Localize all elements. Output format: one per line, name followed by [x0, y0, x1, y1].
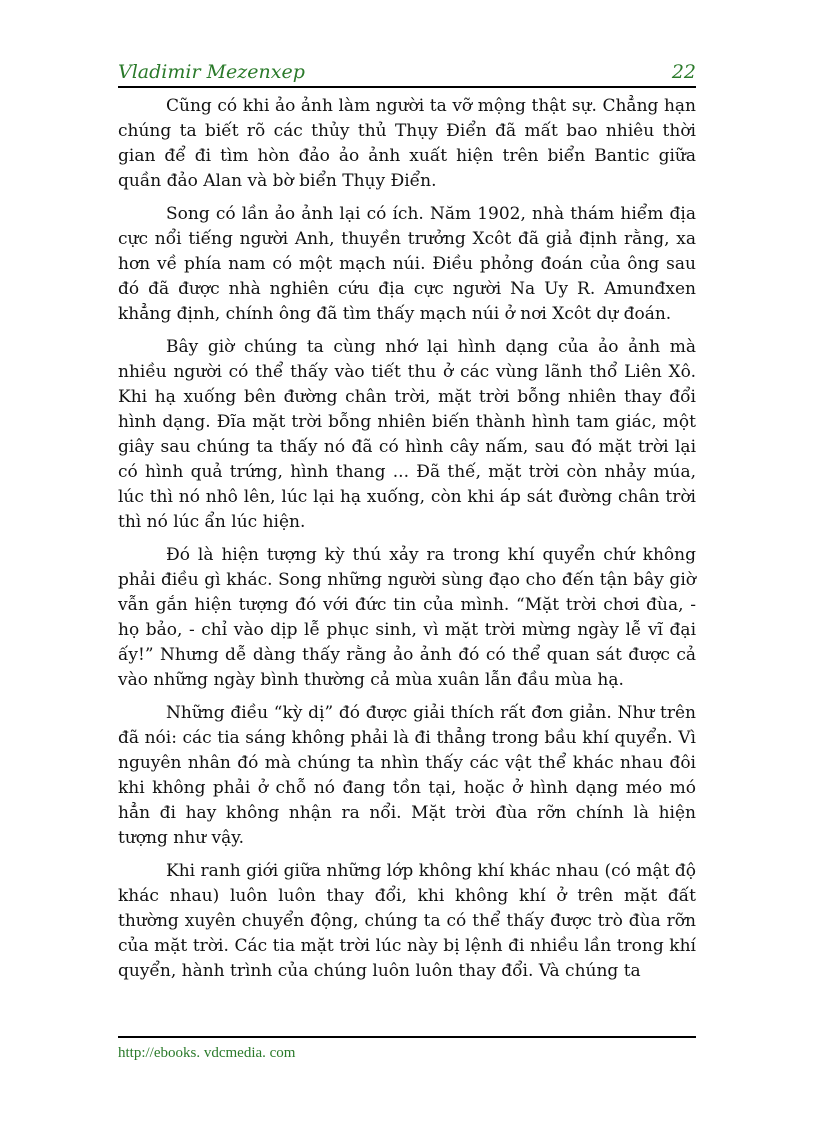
footer-divider — [118, 1036, 696, 1038]
paragraph: Song có lần ảo ảnh lại có ích. Năm 1902, nhà thám hiểm địa cực nổi tiếng người Anh, thuyền trưởng Xcôt đã giả định rằng, xa hơn về phía nam có một mạch núi. Điều phỏng đoán của ông sau đó đã được nhà nghiên cứu địa cực người Na Uy R. Amunđxen khẳng định, chính ông đã tìm thấy mạch núi ở nơi Xcôt dự đoán. — [118, 204, 696, 324]
paragraph: Bây giờ chúng ta cùng nhớ lại hình dạng của ảo ảnh mà nhiều người có thể thấy vào tiết thu ở các vùng lãnh thổ Liên Xô. Khi hạ xuống bên đường chân trời, mặt trời bỗng nhiên thay đổi hình dạng. Đĩa mặt trời bỗng nhiên biến thành hình tam giác, một giây sau chúng ta thấy nó đã có hình cây nấm, sau đó mặt trời lại có hình quả trứng, hình thang ... Đã thế, mặt trời còn nhảy múa, lúc thì nó nhô lên, lúc lại hạ xuống, còn khi áp sát đường chân trời thì nó lúc ẩn lúc hiện. — [118, 337, 696, 532]
page-number: 22 — [671, 61, 696, 83]
body-text — [118, 94, 696, 992]
paragraph: Cũng có khi ảo ảnh làm người ta vỡ mộng thật sự. Chẳng hạn chúng ta biết rõ các thủy thủ Thụy Điển đã mất bao nhiêu thời gian để đi tìm hòn đảo ảo ảnh xuất hiện trên biển Bantic giữa quần đảo Alan và bờ biển Thụy Điển. — [118, 96, 696, 191]
page-header — [118, 60, 696, 88]
paragraph: Đó là hiện tượng kỳ thú xảy ra trong khí quyển chứ không phải điều gì khác. Song những người sùng đạo cho đến tận bây giờ vẫn gắn hiện tượng đó với đức tin của mình. “Mặt trời chơi đùa, - họ bảo, - chỉ vào dịp lễ phục sinh, vì mặt trời mừng ngày lễ vĩ đại ấy!” Nhưng dễ dàng thấy rằng ảo ảnh đó có thể quan sát được cả vào những ngày bình thường cả mùa xuân lẫn đầu mùa hạ. — [118, 545, 696, 690]
author-name: Vladimir Mezenxep — [118, 61, 305, 83]
footer-url[interactable]: http://ebooks. vdcmedia. com — [118, 1045, 296, 1061]
paragraph: Khi ranh giới giữa những lớp không khí khác nhau (có mật độ khác nhau) luôn luôn thay đổi, khi không khí ở trên mặt đất thường xuyên chuyển động, chúng ta có thể thấy được trò đùa rỡn của mặt trời. Các tia mặt trời lúc này bị lệnh đi nhiều lần trong khí quyển, hành trình của chúng luôn luôn thay đổi. Và chúng ta — [118, 861, 696, 981]
paragraph: Những điều “kỳ dị” đó được giải thích rất đơn giản. Như trên đã nói: các tia sáng không phải là đi thẳng trong bầu khí quyển. Vì nguyên nhân đó mà chúng ta nhìn thấy các vật thể khác nhau đôi khi không phải ở chỗ nó đang tồn tại, hoặc ở hình dạng méo mó hẳn đi hay không nhận ra nổi. Mặt trời đùa rỡn chính là hiện tượng như vậy. — [118, 703, 696, 848]
